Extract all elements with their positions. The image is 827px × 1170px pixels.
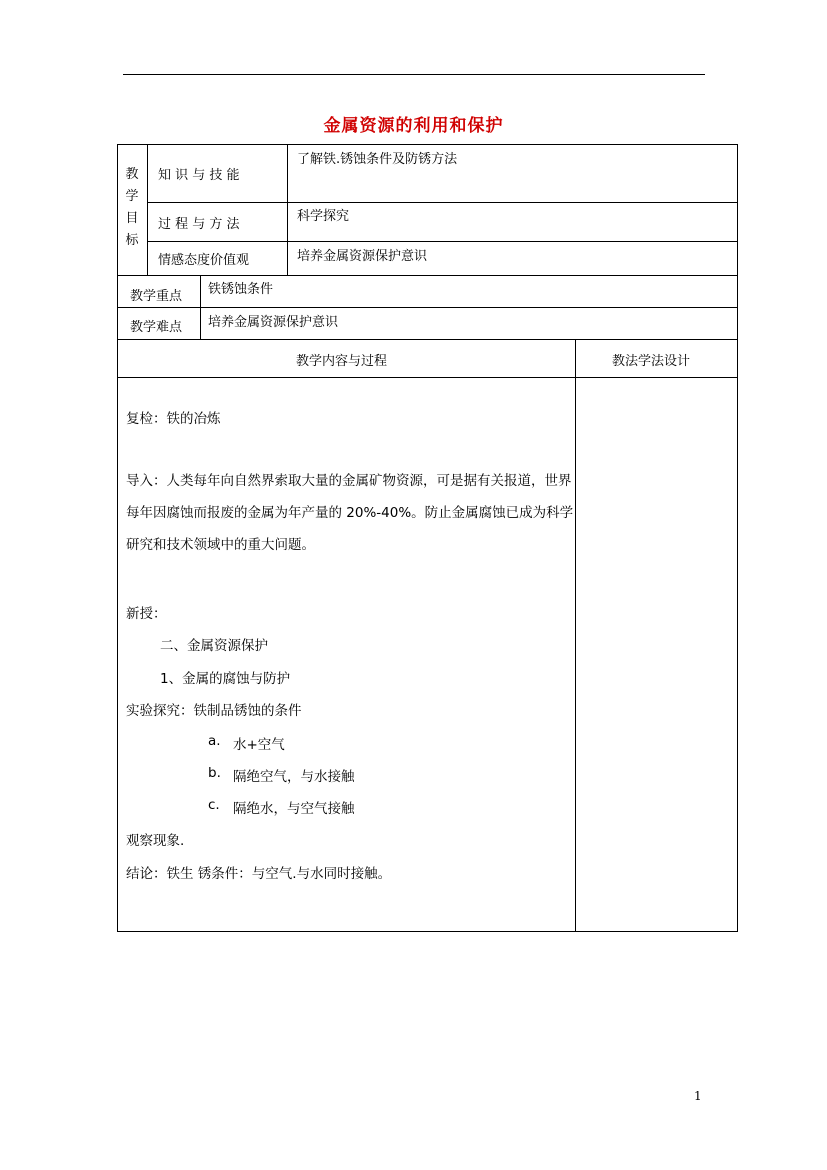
key-point-content: 铁锈蚀条件 — [208, 282, 274, 297]
row-divider — [147, 202, 738, 203]
list-item: 隔绝水，与空气接触 — [233, 801, 355, 817]
key-point-label: 教学重点 — [130, 289, 183, 304]
row-divider — [147, 241, 738, 242]
intro-paragraph: 导入：人类每年向自然界索取大量的金属矿物资源，可是据有关报道，世界每年因腐蚀而报废的金属为年产量的 20%-40%。防止金属腐蚀已成为科学研究和技术领域中的重大问题。 — [126, 473, 574, 553]
objective-label-knowledge: 知 识 与 技 能 — [158, 168, 240, 183]
experiment-heading: 实验探究：铁制品锈蚀的条件 — [126, 703, 302, 719]
objective-content-attitude: 培养金属资源保护意识 — [297, 249, 428, 264]
list-item-marker: a. — [208, 733, 221, 749]
header-rule — [123, 74, 705, 75]
document-title: 金属资源的利用和保护 — [323, 116, 504, 136]
objective-label-attitude: 情感态度价值观 — [158, 253, 250, 268]
objective-content-process: 科学探究 — [297, 209, 350, 224]
column-header-process: 教学内容与过程 — [296, 354, 388, 369]
objectives-group-label: 教学目标 — [125, 167, 139, 248]
row-divider — [117, 339, 738, 340]
difficult-point-content: 培养金属资源保护意识 — [208, 315, 339, 330]
row-divider — [117, 307, 738, 308]
conclusion-text: 结论：铁生 锈条件：与空气.与水同时接触。 — [126, 866, 392, 882]
page-number: 1 — [694, 1089, 702, 1103]
row-divider — [117, 275, 738, 276]
column-divider — [575, 339, 576, 932]
section-heading: 二、金属资源保护 — [160, 638, 268, 654]
list-item-marker: c. — [208, 797, 220, 813]
subsection-heading: 1、金属的腐蚀与防护 — [160, 671, 291, 687]
difficult-point-label: 教学难点 — [130, 320, 183, 335]
list-item-marker: b. — [208, 765, 221, 781]
objective-label-process: 过 程 与 方 法 — [158, 217, 240, 232]
objective-divider — [147, 144, 148, 275]
objective-content-knowledge: 了解铁.锈蚀条件及防锈方法 — [297, 152, 458, 167]
new-lesson-label: 新授： — [126, 606, 167, 622]
review-text: 复检：铁的冶炼 — [126, 411, 221, 427]
list-item: 隔绝空气，与水接触 — [233, 769, 355, 785]
observe-text: 观察现象. — [126, 833, 185, 849]
list-item: 水+空气 — [233, 737, 285, 753]
objective-divider — [287, 144, 288, 275]
column-header-method: 教法学法设计 — [612, 354, 691, 369]
row-divider — [117, 377, 738, 378]
